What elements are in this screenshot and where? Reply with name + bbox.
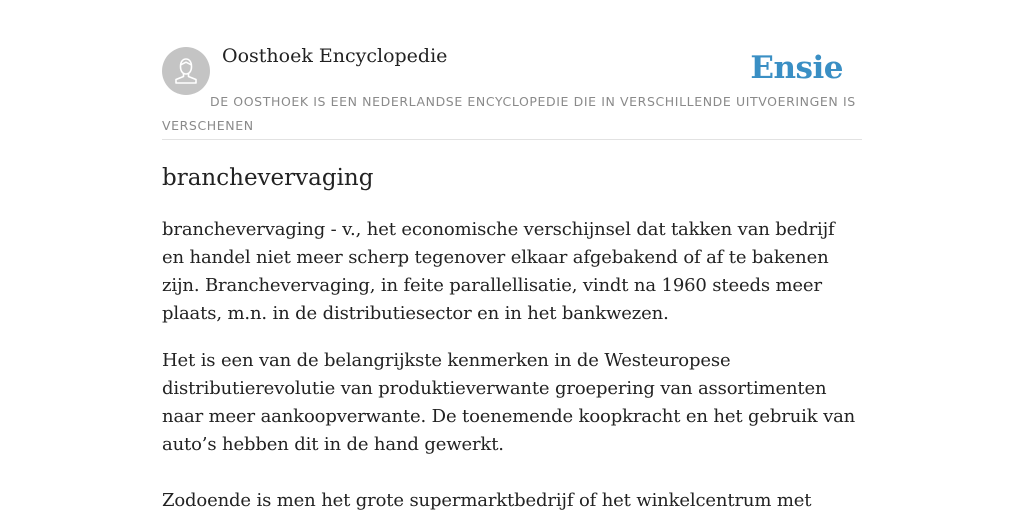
source-description: DE OOSTHOEK IS EEN NEDERLANDSE ENCYCLOPEDIE DIE IN VERSCHILLENDE UITVOERINGEN IS VERSCHENEN (162, 94, 856, 133)
entry-content (162, 160, 862, 512)
user-icon (162, 47, 210, 95)
entry-paragraph: Het is een van de belangrijkste kenmerken in de Westeuropese distributierevolutie van produktieverwante groepering van assortimenten naar meer aankoopverwante. De toenemende koopkracht en het gebruik van auto’s hebben dit in de hand gewerkt. (162, 350, 856, 455)
source-header (162, 44, 862, 140)
source-title-link[interactable]: Oosthoek Encyclopedie (222, 45, 448, 67)
header-divider (162, 139, 862, 140)
ensie-logo[interactable]: Ensie (750, 50, 843, 86)
entry-paragraph: Zodoende is men het grote supermarktbedrijf of het winkelcentrum met (162, 490, 812, 511)
entry-title: branchevervaging (162, 165, 374, 191)
entry-paragraph: branchevervaging - v., het economische verschijnsel dat takken van bedrijf en handel niet meer scherp tegenover elkaar afgebakend of af te bakenen zijn. Branchevervaging, in feite parallellisatie, vindt na 1960 steeds meer plaats, m.n. in de distributiesector en in het bankwezen. (162, 219, 835, 324)
source-avatar[interactable] (162, 47, 210, 95)
